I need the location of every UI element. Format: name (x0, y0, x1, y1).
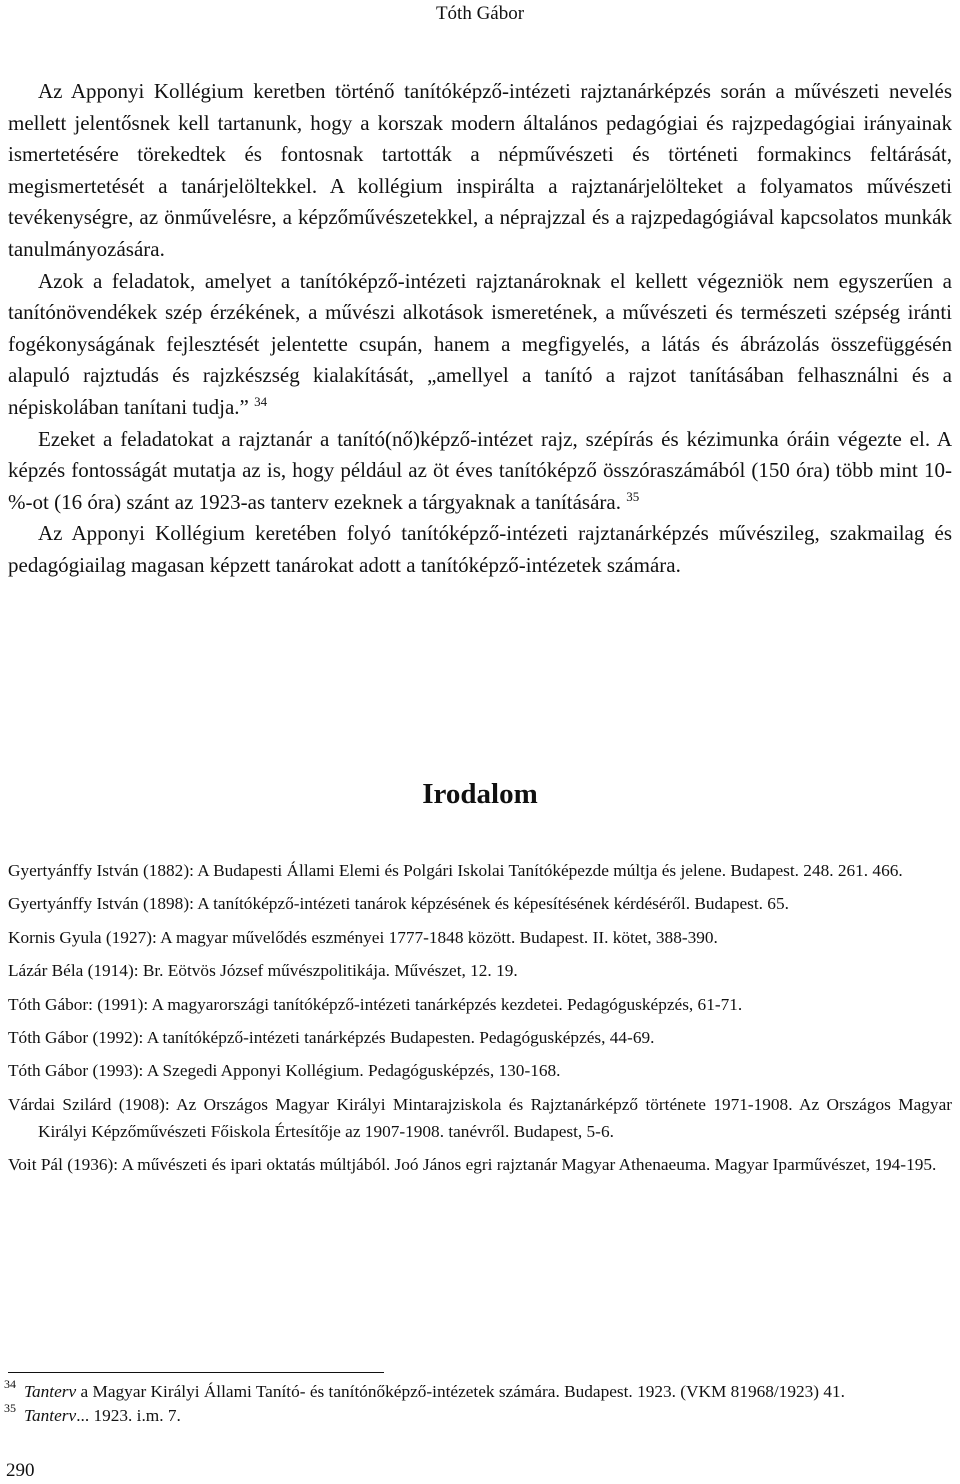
reference-item: Tóth Gábor (1993): A Szegedi Apponyi Kollégium. Pedagógusképzés, 130-168. (8, 1061, 561, 1081)
footnote-number: 35 (4, 1401, 16, 1415)
footnote-text: ... 1923. i.m. 7. (76, 1406, 181, 1425)
paragraph-2: Azok a feladatok, amelyet a tanítóképző-intézeti rajztanároknak el kellett végezniök nem egyszerűen a tanítónövendékek szép érzékének, a művészi alkotások ismeretének, a művészeti és természeti szépség iránti fogékonyságának fejlesztését jelentette csupán, hanem a megfigyelés, a látás és ábrázolás összefüggésén alapuló rajztudás és rajzkészség kialakítását, „amellyel a tanító a rajzot tanításában felhasználni és a népiskolában tanítani tudja.” $^{34}$ (8, 268, 952, 419)
footnote-ref-34[interactable]: 34 (254, 393, 268, 409)
reference-item: Tóth Gábor: (1991): A magyarországi tanítóképző-intézeti tanárképzés kezdetei. Pedagógusképzés, 61-71. (8, 994, 743, 1014)
footnote-title: Tanterv (24, 1382, 77, 1401)
footnotes (4, 1377, 952, 1428)
reference-item: Várdai Szilárd (1908): Az Országos Magyar Királyi Mintarajziskola és Rajztanárképző története 1971-1908. Az Országos Magyar Királyi Képzőművészeti Főiskola Értesítője az 1907-1908. tanévről. Budapest, 5-6. (8, 1094, 952, 1141)
running-header-author: Tóth Gábor (435, 3, 525, 24)
references-list (8, 858, 952, 1185)
references-heading: Irodalom (422, 778, 538, 810)
reference-item: Kornis Gyula (1927): A magyar művelődés eszményei 1777-1848 között. Budapest. II. kötet, 388-390. (8, 927, 718, 947)
paragraph-3: Ezeket a feladatokat a rajztanár a tanító(nő)képző-intézet rajz, szépírás és kézimunka óráin végezte el. A képzés fontosságát mutatja az is, hogy például az öt éves tanítóképző összóraszámából (150 óra) több mint 10-%-ot (16 óra) szánt az 1923-as tanterv ezeknek a tárgyaknak a tanítására. $^{35}$ (8, 426, 952, 514)
footnote-34 (4, 1377, 952, 1404)
footnote-number: 34 (4, 1377, 16, 1391)
reference-item: Gyertyánffy István (1882): A Budapesti Állami Elemi és Polgári Iskolai Tanítóképezde múltja és jelene. Budapest. 248. 261. 466. (8, 861, 903, 880)
paragraph-1: Az Apponyi Kollégium keretben történő tanítóképző-intézeti rajztanárképzés során a művészeti nevelés mellett jelentősnek kell tartanunk, hogy a korszak modern általános pedagógiai és rajzpedagógiai irányainak ismertetésére törekedtek és fontosnak tartották a népművészeti és történeti formakincs feltárását, megismertetését a tanárjelöltekkel. A kollégium inspirálta a rajztanárjelölteket a folyamatos művészeti tevékenységre, az önművelésre, a képzőművészetekkel, a néprajzzal és a rajzpedagógiával kapcsolatos munkák tanulmányozására. (8, 79, 952, 261)
footnote-title: Tanterv (24, 1406, 77, 1425)
body-text (8, 76, 952, 582)
footnote-text: a Magyar Királyi Állami Tanító- és tanítónőképző-intézetek számára. Budapest. 1923. (VKM 81968/1923) 41. (76, 1382, 845, 1401)
reference-item: Voit Pál (1936): A művészeti és ipari oktatás múltjából. Joó János egri rajztanár Magyar Athenaeuma. Magyar Iparművészet, 194-195. (8, 1154, 937, 1174)
footnote-35 (4, 1401, 952, 1428)
reference-item: Gyertyánffy István (1898): A tanítóképző-intézeti tanárok képzésének és képesítésének kérdéséről. Budapest. 65. (8, 894, 789, 914)
footnote-divider (8, 1372, 384, 1373)
reference-item: Tóth Gábor (1992): A tanítóképző-intézeti tanárképzés Budapesten. Pedagógusképzés, 44-69. (8, 1027, 655, 1047)
footnote-ref-35[interactable]: 35 (626, 488, 640, 504)
paragraph-4: Az Apponyi Kollégium keretében folyó tanítóképző-intézeti rajztanárképzés művészileg, szakmailag és pedagógiailag magasan képzett tanárokat adott a tanítóképző-intézetek számára. (8, 521, 952, 577)
page-number: 290 (6, 1460, 35, 1481)
reference-item: Lázár Béla (1914): Br. Eötvös József művészpolitikája. Művészet, 12. 19. (8, 961, 518, 981)
